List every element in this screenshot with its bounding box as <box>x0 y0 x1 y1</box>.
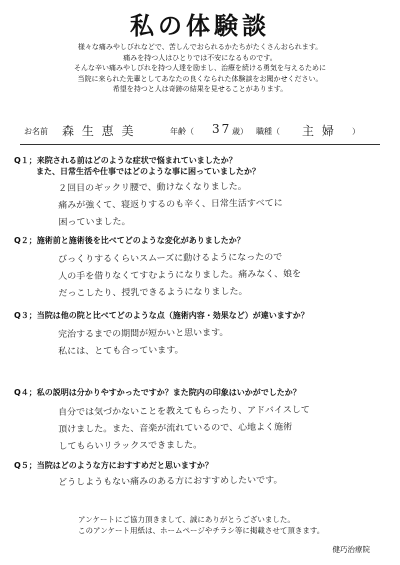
intro-line: 様々な痛みやしびれなどで、苦しんでおられるかたちがたくさんおられます。 <box>77 43 323 51</box>
clinic-name: 健巧治療院 <box>332 545 370 554</box>
answer-5 <box>58 472 383 492</box>
intro-line: 希望を持つと人は奇跡の結果を見せることがあります。 <box>112 85 288 94</box>
age-suffix: 歳） <box>232 127 248 136</box>
footer-line: アンケートにご協力頂きまして、誠にありがとうございました。 <box>78 515 295 524</box>
footer-text <box>78 514 324 536</box>
question-4 <box>14 387 301 398</box>
answer-line: してもらいリラックスできました。 <box>58 440 203 452</box>
footer-line: このアンケート用紙は、ホームページやチラシ等に掲載させて頂きます。 <box>78 526 325 535</box>
job-label: 職種（ <box>256 127 280 136</box>
answer-line: 頂けました。また、音楽が流れているので、心地よく施術 <box>58 422 293 435</box>
answer-line: 自分では気づかないことを教えてもらったり、アドバイスして <box>58 405 310 418</box>
intro-line: 当院に来られた先輩としてあなたの良くなられた体験談をお聞かせください。 <box>77 74 323 83</box>
question-line: Q１；来院される前はどのような症状で悩まれていましたか？ <box>14 156 237 165</box>
question-5 <box>14 460 213 471</box>
name-label: お名前 <box>24 127 48 136</box>
name-value: 森 生 恵 美 <box>62 124 136 138</box>
answer-line: 困っていました。 <box>58 217 131 228</box>
answer-4 <box>58 402 384 456</box>
question-line: Q２；施術前と施術後を比べてどのような変化がありましたか？ <box>14 236 245 245</box>
answer-line: どうしようもない痛みのある方におすすめしたいです。 <box>58 475 283 488</box>
question-2 <box>14 235 245 246</box>
question-3 <box>14 310 309 321</box>
question-1 <box>14 155 260 177</box>
question-line: Q３；当院は他の院と比べてどのような点（施術内容・効果など）が違いますか？ <box>14 311 309 320</box>
answer-line: 痛みが強くて、寝返りするのも辛く、日常生活すべてに <box>58 198 283 211</box>
question-line: また、日常生活や仕事ではどのような事に困っていましたか？ <box>36 167 260 176</box>
answer-line: ２回目のギックリ腰で、動けなくなりました。 <box>58 182 247 194</box>
answer-2 <box>58 249 384 303</box>
answer-line: 私には、とても合っています。 <box>58 345 184 357</box>
answer-line: 完治するまでの期間が短かいと思います。 <box>58 328 229 340</box>
job-suffix: ） <box>352 127 360 136</box>
job-value: 主 婦 <box>302 124 336 138</box>
intro-line: そんな辛い痛みやしびれを持つ人達を励まし、治療を続ける勇気を与えるために <box>74 64 326 73</box>
intro-text <box>10 42 390 95</box>
answer-1 <box>58 178 384 232</box>
answer-line: びっくりするくらいスムーズに動けるようになったので <box>58 252 283 265</box>
question-line: Q４；私の説明は分かりやすかったですか？また院内の印象はいかがでしたか？ <box>14 388 301 397</box>
intro-line: 痛みを持つ人はひとりでは不安になるものです。 <box>123 53 277 62</box>
age-value: 37 <box>212 122 232 136</box>
page-title: 私の体験談 <box>130 12 270 40</box>
age-label: 年齢（ <box>170 127 194 136</box>
answer-line: だっこしたり、授乳できるようになりました。 <box>58 287 248 299</box>
profile-row <box>20 122 380 145</box>
answer-line: 人の手を借りなくてすむようになりました。痛みなく、娘を <box>58 269 302 282</box>
question-line: Q５；当院はどのような方におすすめだと思いますか？ <box>14 461 213 470</box>
answer-3 <box>58 324 383 361</box>
